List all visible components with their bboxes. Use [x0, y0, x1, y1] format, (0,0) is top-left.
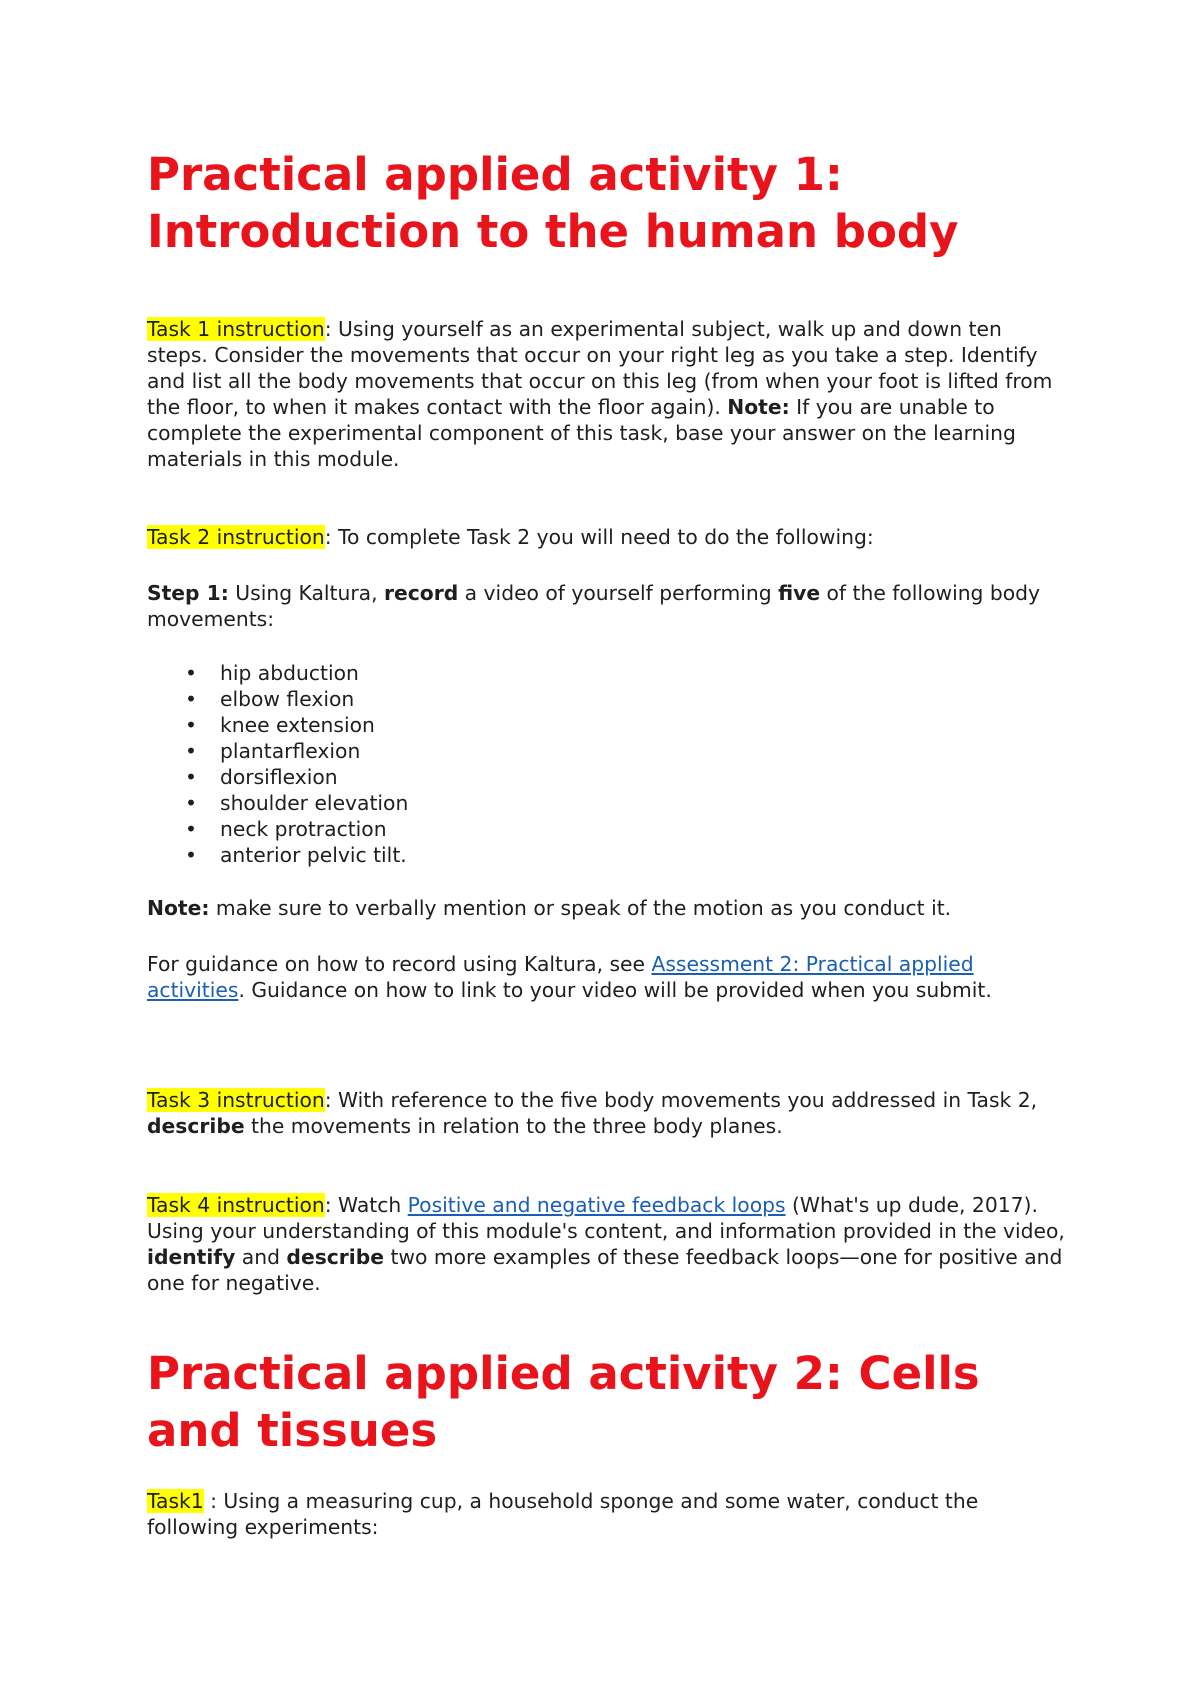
list-item-text: anterior pelvic tilt.	[220, 843, 407, 867]
step-1-text-3: of the following body movements:	[147, 581, 1041, 631]
bullet-icon: •	[185, 687, 197, 711]
bullet-icon: •	[185, 817, 197, 841]
task-2-label: Task 2 instruction	[147, 525, 325, 549]
list-item-text: neck protraction	[220, 817, 387, 841]
guidance-paragraph	[147, 951, 1067, 1003]
activity-2-heading: Practical applied activity 2: Cells and tissues	[147, 1347, 980, 1457]
task-2-note-text: make sure to verbally mention or speak of the motion as you conduct it.	[209, 896, 952, 920]
list-item	[147, 842, 1067, 868]
list-item-text: shoulder elevation	[220, 791, 409, 815]
task-3-describe: describe	[147, 1114, 245, 1138]
step-1-five: five	[778, 581, 821, 605]
list-item	[147, 712, 1067, 738]
task-4-text-2: (What's up dude, 2017). Using your understanding of this module's content, and information provided in the video,	[147, 1193, 1065, 1243]
task-4-paragraph	[147, 1192, 1067, 1296]
task-1-text: : Using yourself as an experimental subject, walk up and down ten steps. Consider the movements that occur on your right leg as you take a step. Identify and list all the body movements that occur on this leg (from when your foot is lifted from the floor, to when it makes contact with the floor again).	[147, 317, 1053, 419]
task-3-text: : With reference to the five body movements you addressed in Task 2,	[324, 1088, 1038, 1112]
movements-list	[147, 660, 1067, 868]
step-1-text: Using Kaltura,	[228, 581, 384, 605]
bullet-icon: •	[185, 791, 197, 815]
bullet-icon: •	[185, 765, 197, 789]
task-2-note-label: Note:	[147, 896, 210, 920]
task-3-text-2: the movements in relation to the three body planes.	[244, 1114, 783, 1138]
step-1-text-2: a video of yourself performing	[458, 581, 779, 605]
task-4-text-3: and	[235, 1245, 287, 1269]
assessment-2-link[interactable]: Assessment 2: Practical applied activities	[147, 952, 974, 1002]
task-2-note	[147, 895, 1067, 921]
bullet-icon: •	[185, 739, 197, 763]
step-1-record: record	[384, 581, 459, 605]
list-item	[147, 738, 1067, 764]
bullet-icon: •	[185, 843, 197, 867]
task-4-text-4: two more examples of these feedback loops—one for positive and one for negative.	[147, 1245, 1063, 1295]
list-item	[147, 660, 1067, 686]
activity-2-task-1-text: : Using a measuring cup, a household sponge and some water, conduct the following experiments:	[147, 1489, 979, 1539]
step-1-paragraph	[147, 580, 1067, 632]
list-item-text: plantarflexion	[220, 739, 361, 763]
list-item-text: dorsiflexion	[220, 765, 338, 789]
activity-1-heading: Practical applied activity 1: Introduction to the human body	[147, 148, 959, 258]
list-item	[147, 790, 1067, 816]
task-4-identify: identify	[147, 1245, 236, 1269]
task-1-note-text: If you are unable to complete the experimental component of this task, base your answer on the learning materials in this module.	[147, 395, 1016, 471]
activity-2-task-1-label: Task1	[147, 1489, 204, 1513]
list-item-text: knee extension	[220, 713, 375, 737]
list-item-text: hip abduction	[220, 661, 359, 685]
guidance-text: For guidance on how to record using Kaltura, see	[147, 952, 652, 976]
task-3-paragraph	[147, 1087, 1067, 1139]
step-1-label: Step 1:	[147, 581, 229, 605]
bullet-icon: •	[185, 713, 197, 737]
task-1-paragraph	[147, 316, 1067, 472]
bullet-icon: •	[185, 661, 197, 685]
list-item	[147, 686, 1067, 712]
task-2-text: : To complete Task 2 you will need to do the following:	[324, 525, 874, 549]
feedback-loops-link[interactable]: Positive and negative feedback loops	[407, 1193, 786, 1217]
task-4-label: Task 4 instruction	[147, 1193, 325, 1217]
task-4-text: : Watch	[324, 1193, 408, 1217]
task-1-note-label: Note:	[727, 395, 790, 419]
list-item-text: elbow flexion	[220, 687, 355, 711]
list-item	[147, 764, 1067, 790]
task-3-label: Task 3 instruction	[147, 1088, 325, 1112]
task-1-label: Task 1 instruction	[147, 317, 325, 341]
guidance-text-2: . Guidance on how to link to your video will be provided when you submit.	[238, 978, 992, 1002]
task-2-paragraph	[147, 524, 1067, 550]
task-4-describe: describe	[286, 1245, 385, 1269]
list-item	[147, 816, 1067, 842]
activity-2-task-1-paragraph	[147, 1488, 1067, 1540]
